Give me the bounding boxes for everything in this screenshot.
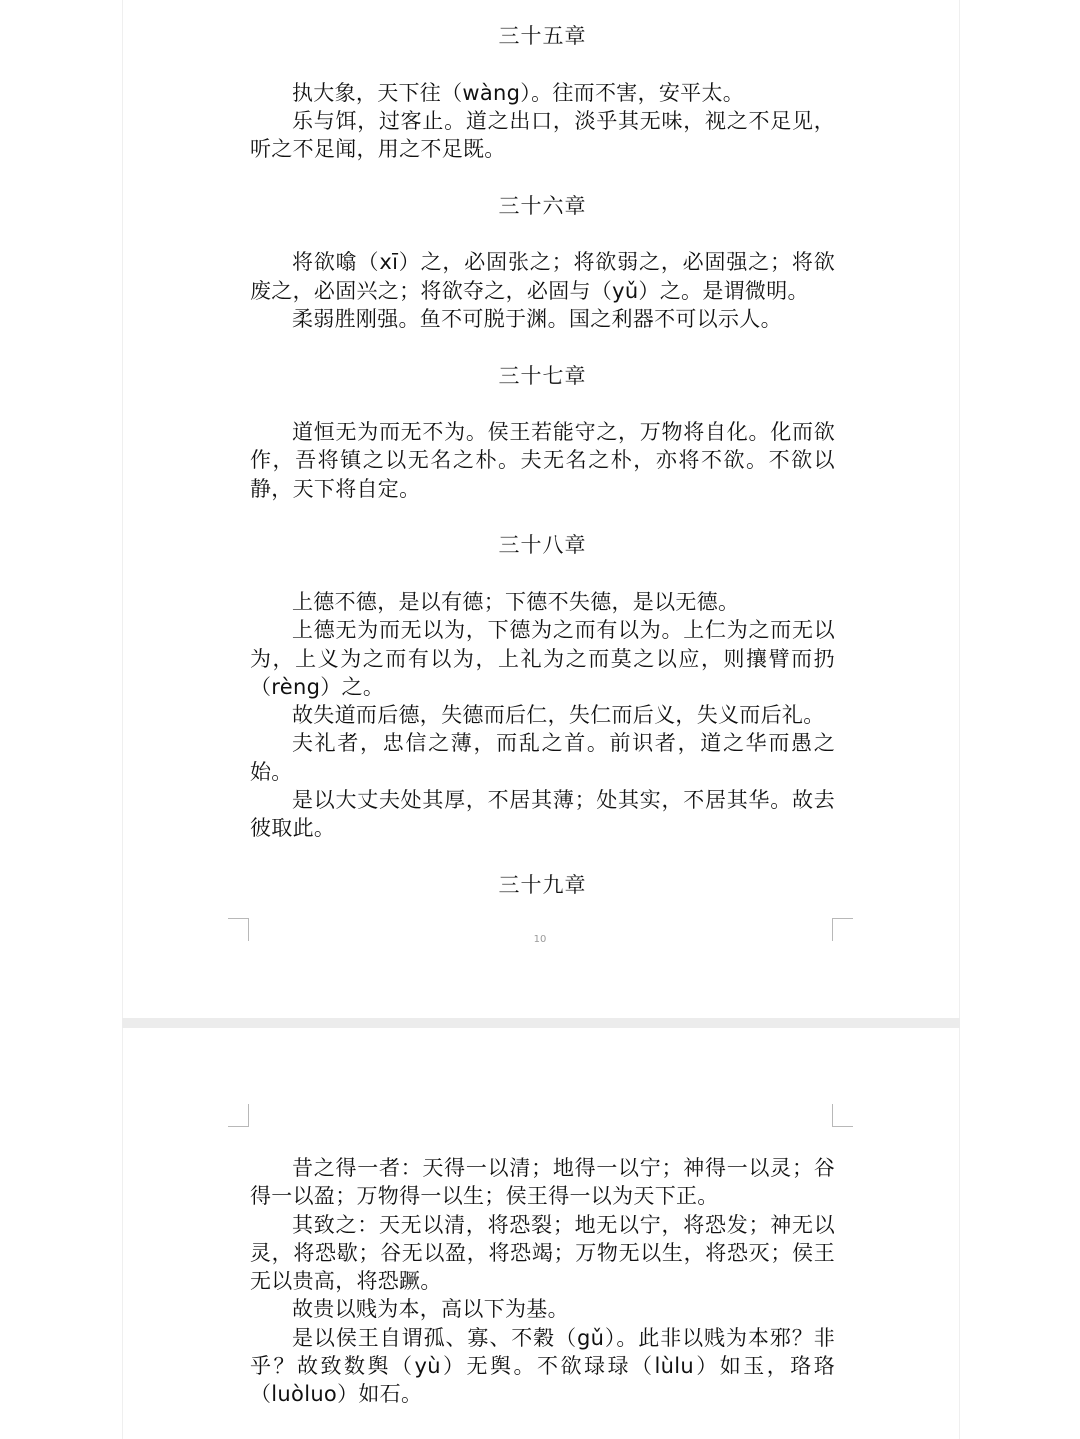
paragraph: 夫礼者，忠信之薄，而乱之首。前识者，道之华而愚之始。 bbox=[250, 731, 835, 784]
paragraph: 其致之：天无以清，将恐裂；地无以宁，将恐发；神无以灵，将恐歇；谷无以盈，将恐竭；万物无以生，将恐灭；侯王无以贵高，将恐蹶。 bbox=[250, 1212, 835, 1294]
chapter-heading-38: 三十八章 bbox=[498, 533, 587, 558]
margin-corner-mark bbox=[832, 1104, 853, 1127]
paragraph: 乐与饵，过客止。道之出口，淡乎其无味，视之不足见，听之不足闻，用之不足既。 bbox=[250, 108, 835, 162]
paragraph: 故失道而后德，失德而后仁，失仁而后义，失义而后礼。 bbox=[292, 703, 825, 728]
margin-corner-mark bbox=[228, 1104, 249, 1127]
paragraph: 执大象，天下往（wàng）。往而不害，安平太。 bbox=[292, 80, 745, 105]
page-10-text bbox=[250, 22, 835, 899]
chapter-heading-35: 三十五章 bbox=[498, 24, 587, 48]
page-number: 10 bbox=[533, 934, 547, 945]
paragraph: 是以侯王自谓孤、寡、不穀（gǔ）。此非以贱为本邪？非乎？故致数舆（yù）无舆。不欲琭琭（lùlu）如玉，珞珞（luòluo）如石。 bbox=[250, 1325, 835, 1407]
chapter-heading-37: 三十七章 bbox=[498, 363, 587, 388]
chapter-heading-36: 三十六章 bbox=[498, 193, 587, 218]
paragraph: 昔之得一者：天得一以清；地得一以宁；神得一以灵；谷得一以盈；万物得一以生；侯王得一以为天下正。 bbox=[250, 1156, 835, 1209]
paragraph: 是以大丈夫处其厚，不居其薄；处其实，不居其华。故去彼取此。 bbox=[250, 788, 835, 841]
paragraph: 将欲噏（xī）之，必固张之；将欲弱之，必固强之；将欲废之，必固兴之；将欲夺之，必固与（yǔ）之。是谓微明。 bbox=[250, 250, 835, 303]
paragraph: 故贵以贱为本，高以下为基。 bbox=[292, 1297, 569, 1322]
paragraph: 柔弱胜刚强。鱼不可脱于渊。国之利器不可以示人。 bbox=[292, 306, 782, 331]
chapter-heading-39: 三十九章 bbox=[498, 872, 587, 897]
paragraph: 上德无为而无以为，下德为之而有以为。上仁为之而无以为，上义为之而有以为，上礼为之而莫之以应，则攘臂而扔（rèng）之。 bbox=[250, 618, 835, 699]
page-separator bbox=[122, 1018, 960, 1028]
page-11-text bbox=[250, 1154, 835, 1409]
paragraph: 上德不德，是以有德；下德不失德，是以无德。 bbox=[292, 589, 740, 614]
paragraph: 道恒无为而无不为。侯王若能守之，万物将自化。化而欲作，吾将镇之以无名之朴。夫无名之朴，亦将不欲。不欲以静，天下将自定。 bbox=[250, 420, 835, 501]
